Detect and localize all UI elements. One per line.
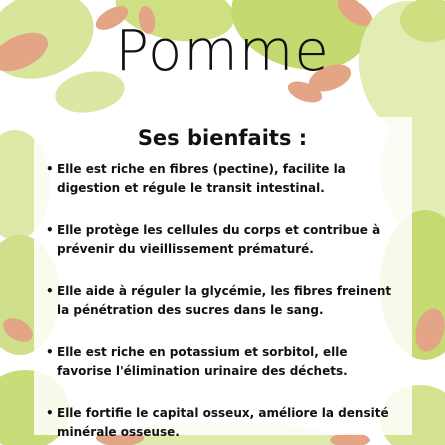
bullet-icon: • [46,162,54,176]
benefit-text: Elle protège les cellules du corps et contribue à prévenir du vieillissement prématuré. [57,223,381,256]
list-item [46,404,406,442]
benefit-text: Elle est riche en fibres (pectine), facilite la digestion et régule le transit intestinal. [57,162,346,195]
list-item [46,282,406,320]
list-item [46,160,406,198]
bullet-icon: • [46,406,54,420]
benefit-text: Elle fortifie le capital osseux, améliore la densité minérale osseuse. [57,406,389,439]
benefits-list [46,160,406,445]
benefits-heading: Ses bienfaits : [137,126,308,150]
bullet-icon: • [46,223,54,237]
list-item [46,343,406,381]
benefit-text: Elle aide à réguler la glycémie, les fibres freinent la pénétration des sucres dans le sang. [57,284,392,317]
bullet-icon: • [46,284,54,298]
benefit-text: Elle est riche en potassium et sorbitol, elle favorise l'élimination urinaire des déchets. [57,345,348,378]
bullet-icon: • [46,345,54,359]
page-title: Pomme [115,19,330,84]
list-item [46,221,406,259]
